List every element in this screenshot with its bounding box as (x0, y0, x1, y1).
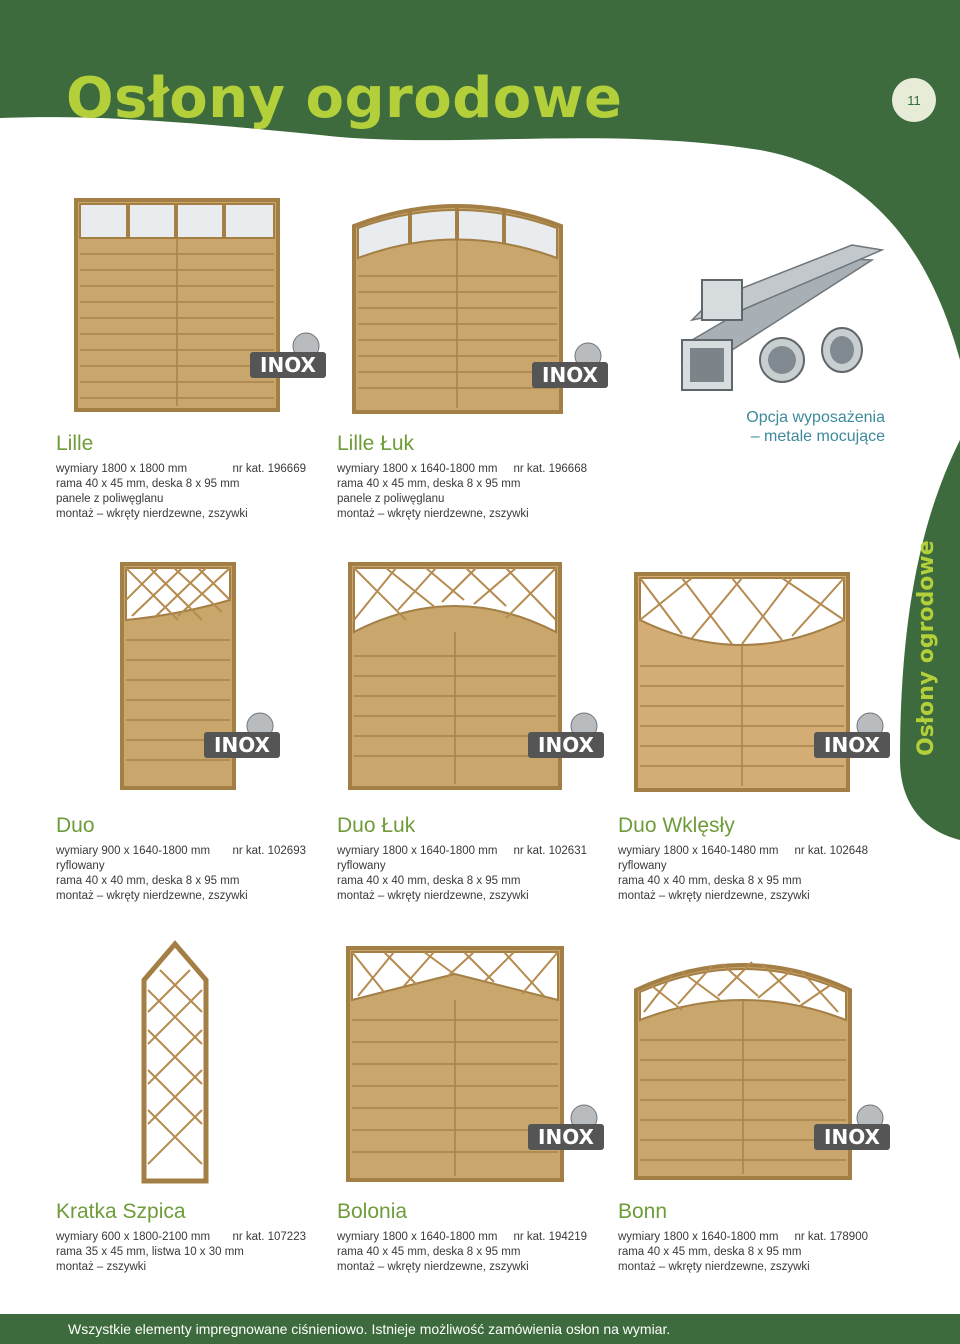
product-name: Bonn (618, 1200, 668, 1223)
product-line: rama 40 x 45 mm, deska 8 x 95 mm (56, 478, 240, 490)
footer-note: Wszystkie elementy impregnowane ciśnieniowo. Istnieje możliwość zamówienia osłon na wymiar. (68, 1321, 671, 1337)
inox-badge-icon (524, 1102, 608, 1156)
product-cat: nr kat. 107223 (232, 1231, 306, 1243)
svg-text:INOX: INOX (824, 733, 880, 757)
product-duo-luk (337, 814, 587, 904)
product-name: Lille (56, 432, 94, 455)
product-name: Kratka Szpica (56, 1200, 186, 1223)
product-line: rama 40 x 40 mm, deska 8 x 95 mm (56, 875, 240, 887)
product-bolonia (337, 1200, 587, 1275)
product-cat: nr kat. 102648 (794, 845, 868, 857)
product-name: Lille Łuk (337, 432, 415, 455)
product-line: rama 40 x 40 mm, deska 8 x 95 mm (618, 875, 802, 887)
product-cat: nr kat. 102693 (232, 845, 306, 857)
product-lille (56, 432, 306, 522)
product-line: montaż – wkręty nierdzewne, zszywki (618, 890, 810, 902)
product-cat: nr kat. 196669 (232, 463, 306, 475)
inox-badge-icon (528, 340, 612, 394)
product-dims: wymiary 1800 x 1640-1800 mm (337, 1231, 498, 1243)
option-line: – metale mocujące (750, 428, 885, 445)
product-kratka-szpica (56, 1200, 306, 1275)
product-name: Duo Łuk (337, 814, 416, 837)
product-line: panele z poliwęglanu (56, 493, 164, 505)
product-name: Duo (56, 814, 95, 837)
product-duo-wklesly (618, 814, 868, 904)
product-line: rama 40 x 45 mm, deska 8 x 95 mm (618, 1246, 802, 1258)
product-line: montaż – wkręty nierdzewne, zszywki (618, 1261, 810, 1273)
product-cat: nr kat. 194219 (513, 1231, 587, 1243)
product-line: montaż – wkręty nierdzewne, zszywki (337, 1261, 529, 1273)
product-line: montaż – wkręty nierdzewne, zszywki (56, 890, 248, 902)
product-line: panele z poliwęglanu (337, 493, 445, 505)
svg-text:INOX: INOX (214, 733, 270, 757)
inox-badge-icon (524, 710, 608, 764)
product-line: ryflowany (337, 860, 386, 872)
option-line: Opcja wyposażenia (746, 409, 885, 426)
product-dims: wymiary 1800 x 1640-1480 mm (618, 845, 779, 857)
product-name: Duo Wklęsły (618, 814, 735, 837)
product-dims: wymiary 1800 x 1800 mm (56, 463, 188, 475)
inox-badge-icon (810, 1102, 894, 1156)
page-number: 11 (892, 78, 936, 122)
product-cat: nr kat. 102631 (513, 845, 587, 857)
product-line: rama 40 x 40 mm, deska 8 x 95 mm (337, 875, 521, 887)
product-dims: wymiary 1800 x 1640-1800 mm (337, 463, 498, 475)
inox-badge-icon (810, 710, 894, 764)
kratka-szpica-image (140, 940, 210, 1185)
product-name: Bolonia (337, 1200, 408, 1223)
svg-text:INOX: INOX (824, 1125, 880, 1149)
svg-text:INOX: INOX (538, 733, 594, 757)
product-duo (56, 814, 306, 904)
product-line: montaż – wkręty nierdzewne, zszywki (56, 508, 248, 520)
product-line: montaż – wkręty nierdzewne, zszywki (337, 890, 529, 902)
inox-badge-icon (246, 330, 330, 384)
product-dims: wymiary 900 x 1640-1800 mm (56, 845, 211, 857)
product-line: ryflowany (618, 860, 667, 872)
product-line: rama 40 x 45 mm, deska 8 x 95 mm (337, 1246, 521, 1258)
page-title: Osłony ogrodowe (66, 66, 623, 131)
product-line: montaż – zszywki (56, 1261, 147, 1273)
metal-post-anchors-image (672, 240, 892, 400)
product-line: montaż – wkręty nierdzewne, zszywki (337, 508, 529, 520)
footer-bar (0, 1314, 960, 1344)
side-section-label: Osłony ogrodowe (914, 540, 939, 756)
product-dims: wymiary 1800 x 1640-1800 mm (337, 845, 498, 857)
svg-text:INOX: INOX (260, 353, 316, 377)
product-cat: nr kat. 196668 (513, 463, 587, 475)
product-line: rama 40 x 45 mm, deska 8 x 95 mm (337, 478, 521, 490)
option-accessories (700, 408, 885, 446)
svg-text:INOX: INOX (538, 1125, 594, 1149)
svg-text:INOX: INOX (542, 363, 598, 387)
product-dims: wymiary 1800 x 1640-1800 mm (618, 1231, 779, 1243)
product-line: ryflowany (56, 860, 105, 872)
product-dims: wymiary 600 x 1800-2100 mm (56, 1231, 211, 1243)
inox-badge-icon (200, 710, 284, 764)
product-bonn (618, 1200, 868, 1275)
product-lille-luk (337, 432, 587, 522)
product-cat: nr kat. 178900 (794, 1231, 868, 1243)
product-line: rama 35 x 45 mm, listwa 10 x 30 mm (56, 1246, 244, 1258)
